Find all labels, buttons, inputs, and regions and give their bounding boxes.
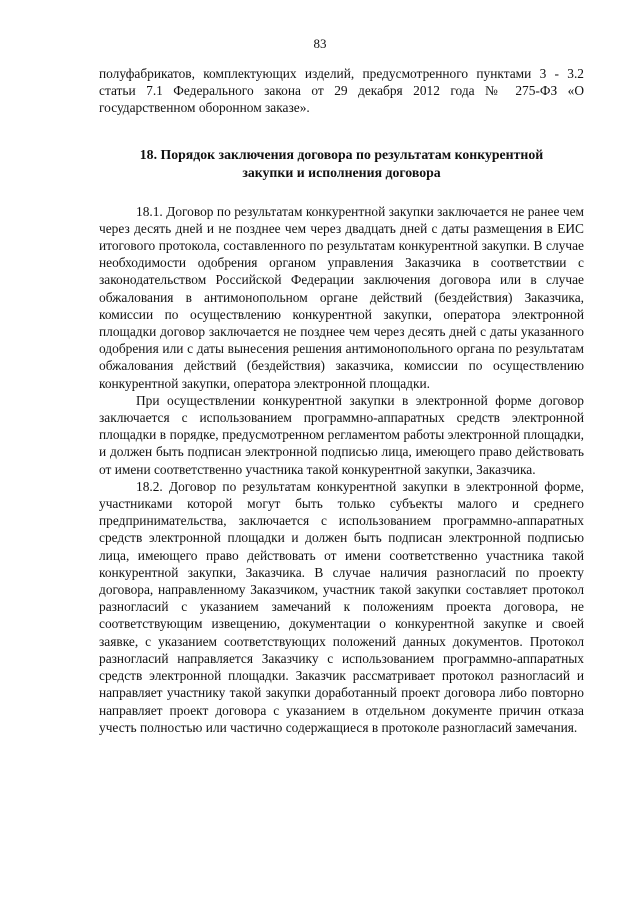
paragraph-18-2: 18.2. Договор по результатам конкурентной закупки в электронной форме, участниками которой могут быть только субъекты малого и среднего предпринимательства, заключается с использованием программно-аппаратных средств электронной площадки и должен быть подписан электронной подписью лица, имеющего право действовать от имени соответственно участника такой конкурентной закупки, Заказчика. В случае наличия разногласий по проекту договора, направленному Заказчиком, участник такой закупки составляет протокол разногласий с указанием замечаний к положениям проекта договора, не соответствующим извещению, документации о конкурентной закупке и своей заявке, с указанием соответствующих положений данных документов. Протокол разногласий направляется Заказчику с использованием программно-аппаратных средств электронной площадки. Заказчик рассматривает протокол разногласий и направляет участнику такой закупки доработанный проект договора либо повторно направляет проект договора с указанием в отдельном документе причин отказа учесть полностью или частично содержащиеся в протоколе разногласий замечания. (99, 478, 584, 735)
intro-paragraph: полуфабрикатов, комплектующих изделий, предусмотренного пунктами 3 - 3.2 статьи 7.1 Федерального закона от 29 декабря 2012 года № 275-ФЗ «О государственном оборонном заказе». (99, 66, 584, 116)
section-heading-line-2: закупки и исполнения договора (242, 164, 441, 180)
section-heading (99, 146, 584, 182)
paragraph-18-1: 18.1. Договор по результатам конкурентной закупки заключается не ранее чем через десять дней и не позднее чем через двадцать дней с даты размещения в ЕИС итогового протокола, составленного по результатам конкурентной закупки. В случае необходимости одобрения органом управления Заказчика в соответствии с законодательством Российской Федерации заключения договора или в случае обжалования в антимонопольном органе действий (бездействия) Заказчика, комиссии по осуществлению конкурентной закупки, оператора электронной площадки договор заключается не позднее чем через десять дней с даты указанного одобрения или с даты вынесения решения антимонопольного органа по результатам обжалования действий (бездействия) заказчика, комиссии по осуществлению конкурентной закупки, оператора электронной площадки. (99, 203, 584, 391)
document-body (99, 65, 584, 736)
paragraph-electronic-form: При осуществлении конкурентной закупки в электронной форме договор заключается с использованием программно-аппаратных средств электронной площадки в порядке, предусмотренном регламентом работы электронной площадки, и должен быть подписан электронной подписью лица, имеющего право действовать от имени соответственно участника такой конкурентной закупки, Заказчика. (99, 392, 584, 477)
section-heading-line-1: 18. Порядок заключения договора по результатам конкурентной (139, 146, 544, 162)
page-number: 83 (313, 36, 327, 51)
